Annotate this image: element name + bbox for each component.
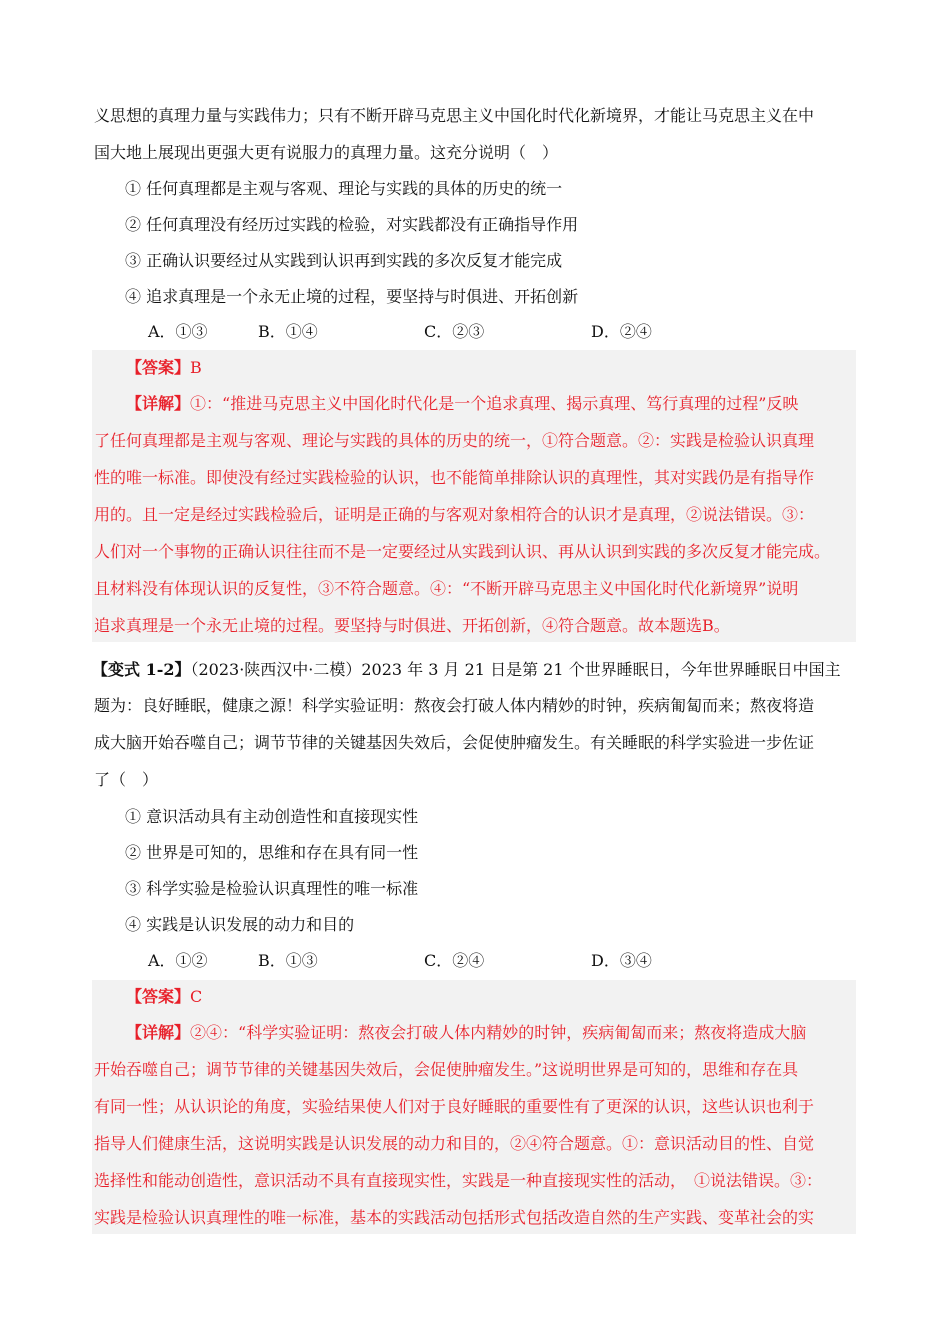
q2-detail-label: 【详解】 [126, 1023, 191, 1042]
q1-option-2: ② 任何真理没有经历过实践的检验，对实践都没有正确指导作用 [125, 215, 579, 234]
q2-choice-a: A．①② [148, 951, 208, 970]
q2-detail-line-6: 实践是检验认识真理性的唯一标准，基本的实践活动包括形式包括改造自然的生产实践、变革社会的实 [94, 1208, 815, 1227]
q1-detail-line-7: 追求真理是一个永无止境的过程。要坚持与时俱进、开拓创新，④符合题意。故本题选B。 [94, 616, 730, 635]
q1-choice-b: B．①④ [258, 322, 318, 341]
q2-detail-line-2: 开始吞噬自己；调节节律的关键基因失效后，会促使肿瘤发生。”这说明世界是可知的，思维和存在具 [94, 1060, 799, 1079]
q2-choice-d: D．③④ [591, 951, 652, 970]
q2-stem-first: （2023·陕西汉中·二模）2023 年 3 月 21 日是第 21 个世界睡眠日，今年世界睡眠日中国主 [190, 660, 841, 679]
q1-answer-value: B [190, 358, 202, 377]
q1-answer [126, 358, 202, 378]
q2-answer-label: 【答案】 [126, 987, 191, 1006]
q2-label: 【变式 1-2】 [92, 660, 191, 679]
q2-option-3: ③ 科学实验是检验认识真理性的唯一标准 [125, 879, 419, 898]
q2-detail-line-5: 选择性和能动创造性，意识活动不具有直接现实性，实践是一种直接现实性的活动， ①说法错误。③： [94, 1171, 823, 1190]
q1-detail-line-5: 人们对一个事物的正确认识往往而不是一定要经过从实践到认识、再从认识到实践的多次反复才能完成。 [94, 542, 831, 561]
q2-stem-line-3: 成大脑开始吞噬自己；调节节律的关键基因失效后，会促使肿瘤发生。有关睡眠的科学实验进一步佐证 [94, 733, 815, 752]
q1-option-4: ④ 追求真理是一个永无止境的过程，要坚持与时俱进、开拓创新 [125, 287, 579, 306]
q1-detail-line-4: 用的。且一定是经过实践检验后，证明是正确的与客观对象相符合的认识才是真理，②说法错误。③： [94, 505, 815, 524]
q1-stem-line-2: 国大地上展现出更强大更有说服力的真理力量。这充分说明（ ） [94, 143, 559, 162]
q1-detail-line-1: 【详解】①：“推进马克思主义中国化时代化是一个追求真理、揭示真理、笃行真理的过程”反映 [126, 394, 799, 413]
q2-answer-value: C [190, 987, 203, 1006]
q2-detail-line-4: 指导人们健康生活，这说明实践是认识发展的动力和目的，②④符合题意。①：意识活动目的性、自觉 [94, 1134, 815, 1153]
q1-answer-box [92, 350, 856, 642]
q1-option-1: ① 任何真理都是主观与客观、理论与实践的具体的历史的统一 [125, 179, 563, 198]
q1-stem-line-1: 义思想的真理力量与实践伟力；只有不断开辟马克思主义中国化时代化新境界，才能让马克思主义在中 [94, 106, 815, 125]
q2-answer-box [92, 980, 856, 1234]
q1-detail-line-2: 了任何真理都是主观与客观、理论与实践的具体的历史的统一，①符合题意。②：实践是检验认识真理 [94, 431, 815, 450]
q2-stem-line-4: 了（ ） [94, 770, 159, 789]
q2-choice-c: C．②④ [424, 951, 485, 970]
q2-stem-line-1 [92, 660, 841, 680]
q2-option-1: ① 意识活动具有主动创造性和直接现实性 [125, 807, 419, 826]
q1-detail-label: 【详解】 [126, 394, 191, 413]
q1-option-3: ③ 正确认识要经过从实践到认识再到实践的多次反复才能完成 [125, 251, 563, 270]
q1-choice-a: A．①③ [148, 322, 208, 341]
q2-choice-b: B．①③ [258, 951, 318, 970]
q2-stem-line-2: 题为：良好睡眠，健康之源！科学实验证明：熬夜会打破人体内精妙的时钟，疾病匍匐而来；熬夜将造 [94, 696, 815, 715]
q2-detail-line-1: 【详解】②④：“科学实验证明：熬夜会打破人体内精妙的时钟，疾病匍匐而来；熬夜将造成大脑 [126, 1023, 807, 1042]
q1-detail-line-6: 且材料没有体现认识的反复性，③不符合题意。④：“不断开辟马克思主义中国化时代化新境界”说明 [94, 579, 799, 598]
q1-choice-d: D．②④ [591, 322, 652, 341]
q2-answer [126, 987, 202, 1007]
q2-option-4: ④ 实践是认识发展的动力和目的 [125, 915, 355, 934]
q1-answer-label: 【答案】 [126, 358, 191, 377]
q1-detail-line-3: 性的唯一标准。即使没有经过实践检验的认识，也不能简单排除认识的真理性，其对实践仍是有指导作 [94, 468, 815, 487]
q2-detail-line-3: 有同一性；从认识论的角度，实验结果使人们对于良好睡眠的重要性有了更深的认识，这些认识也利于 [94, 1097, 815, 1116]
q1-choice-c: C．②③ [424, 322, 485, 341]
q2-option-2: ② 世界是可知的，思维和存在具有同一性 [125, 843, 419, 862]
